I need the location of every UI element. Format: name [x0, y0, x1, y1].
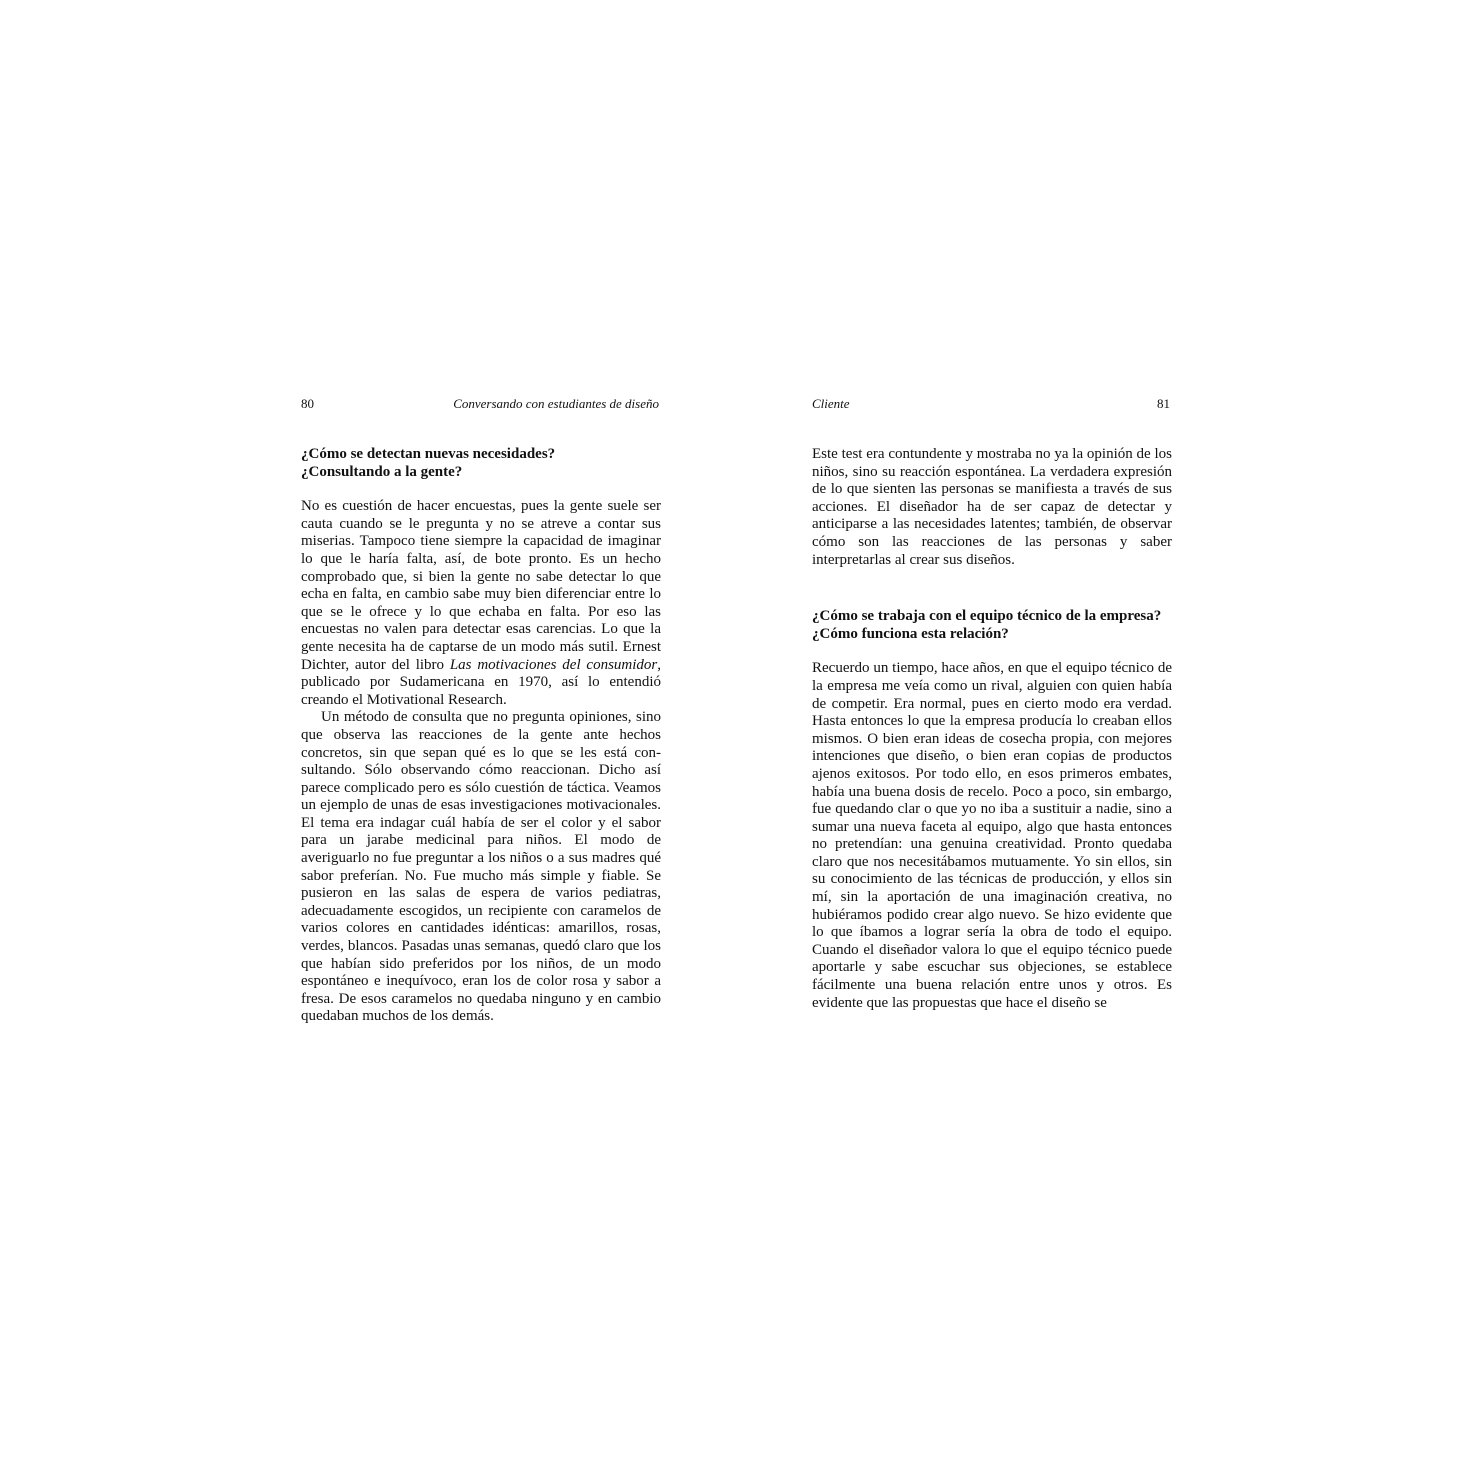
right-heading-line-2: ¿Cómo funciona esta relación?: [812, 625, 1009, 642]
left-body-text: [301, 498, 661, 1026]
right-page: [812, 394, 1172, 1012]
left-page: [301, 394, 661, 1026]
right-running-title: Cliente: [812, 396, 850, 411]
right-section-heading: [812, 608, 1172, 643]
left-paragraph-1: [301, 498, 661, 709]
right-page-number: 81: [1157, 396, 1170, 411]
left-heading-line-2: ¿Consultando a la gente?: [301, 463, 463, 480]
left-paragraph-2: Un método de consulta que no pregunta opiniones, sino que observa las reacciones de la gente ante hechos concretos, sin que sepan qué es lo que se les está consultando. Sólo observando cómo reaccionan. Dicho así parece complicado pero es sólo cuestión de táctica. Veamos un ejemplo de unas de esas investigaciones motivacionales. El tema era indagar cuál había de ser el color y el sabor para un jarabe medicinal para niños. El modo de averiguarlo no fue preguntar a los niños o a sus madres qué sabor preferían. No. Fue mucho más simple y fiable. Se pusieron en las salas de espera de varios pediatras, adecuadamente escogidos, un recipiente con caramelos de varios colores en cantidades idénticas: amarillos, rosas, verdes, blancos. Pasadas unas semanas, quedó claro que los que habían sido preferidos por los niños, de un modo espontáneo e inequívoco, eran los de color rosa y sabor a fresa. De esos caramelos no quedaba ninguno y en cambio quedaban muchos de los demás.: [301, 709, 661, 1025]
right-paragraph-1: Este test era contundente y mostraba no ya la opinión de los niños, sino su reacción espontánea. La verdadera expresión de lo que sienten las personas se manifiesta a través de sus acciones. El diseñador ha de ser capaz de detectar y anticiparse a las necesidades latentes; también, de observar cómo son las reacciones de las personas y saber interpretarlas al crear sus diseños.: [812, 446, 1172, 568]
left-page-number: 80: [301, 396, 314, 411]
right-running-head: [812, 394, 1172, 414]
left-running-head: [301, 394, 661, 414]
right-body-text-2: [812, 660, 1172, 1012]
left-running-title: Conversando con estudiantes de diseño: [453, 396, 659, 411]
left-paragraph-1-text: No es cuestión de hacer encuestas, pues la gente suele ser cauta cuando se le pregunta y no se atreve a contar sus miserias. Tampoco tiene siempre la capacidad de imaginar lo que le haría falta, así, de bote pronto. Es un hecho comprobado que, si bien la gente no sabe detectar lo que echa en falta, en cambio sabe muy bien diferenciar entre lo que se le ofrece y lo que echaba en falta. Por eso las encuestas no valen para detectar esas carencias. Lo que la gente necesita ha de captarse de un modo más sutil. Ernest Dichter, autor del libro: [301, 498, 661, 673]
left-heading-line-1: ¿Cómo se detectan nuevas necesidades?: [301, 446, 556, 462]
right-body-text-1: [812, 446, 1172, 569]
book-title: Las motivaciones del consumidor: [449, 656, 658, 673]
right-heading-line-1: ¿Cómo se trabaja con el equipo técnico de la empresa?: [812, 608, 1162, 625]
left-paragraph-1-text-end: , publicado por Sudamericana en 1970, así lo entendió creando el Motivational Research.: [301, 656, 662, 708]
right-paragraph-2: Recuerdo un tiempo, hace años, en que el equipo técnico de la empresa me veía como un rival, alguien con quien había de competir. Era normal, pues en cierto modo era verdad. Hasta entonces lo que la empresa producía lo creaban ellos mismos. O bien eran ideas de cosecha propia, con mejores intenciones que diseño, o bien eran copias de productos ajenos exitosos. Por todo ello, en esos primeros embates, había una buena dosis de recelo. Poco a poco, sin embargo, fue quedando clar o que yo no iba a sustituir a nadie, sino a sumar una nueva faceta al equipo, algo que hasta entonces no pretendían: una genuina creatividad. Pronto quedaba claro que nos necesitábamos mutuamente. Yo sin ellos, sin su conocimiento de las técnicas de producción, y ellos sin mí, sin la aportación de una imaginación creativa, no hubiéramos podido crear algo nuevo. Se hizo evidente que lo que íbamos a lograr sería la obra de todo el equipo. Cuando el diseñador valora lo que el equipo técnico puede aportarle y sabe escuchar sus objeciones, se establece fácilmente una buena relación entre unos y otros. Es evidente que las propuestas que hace el diseño se: [812, 660, 1172, 1011]
left-section-heading: [301, 446, 661, 481]
